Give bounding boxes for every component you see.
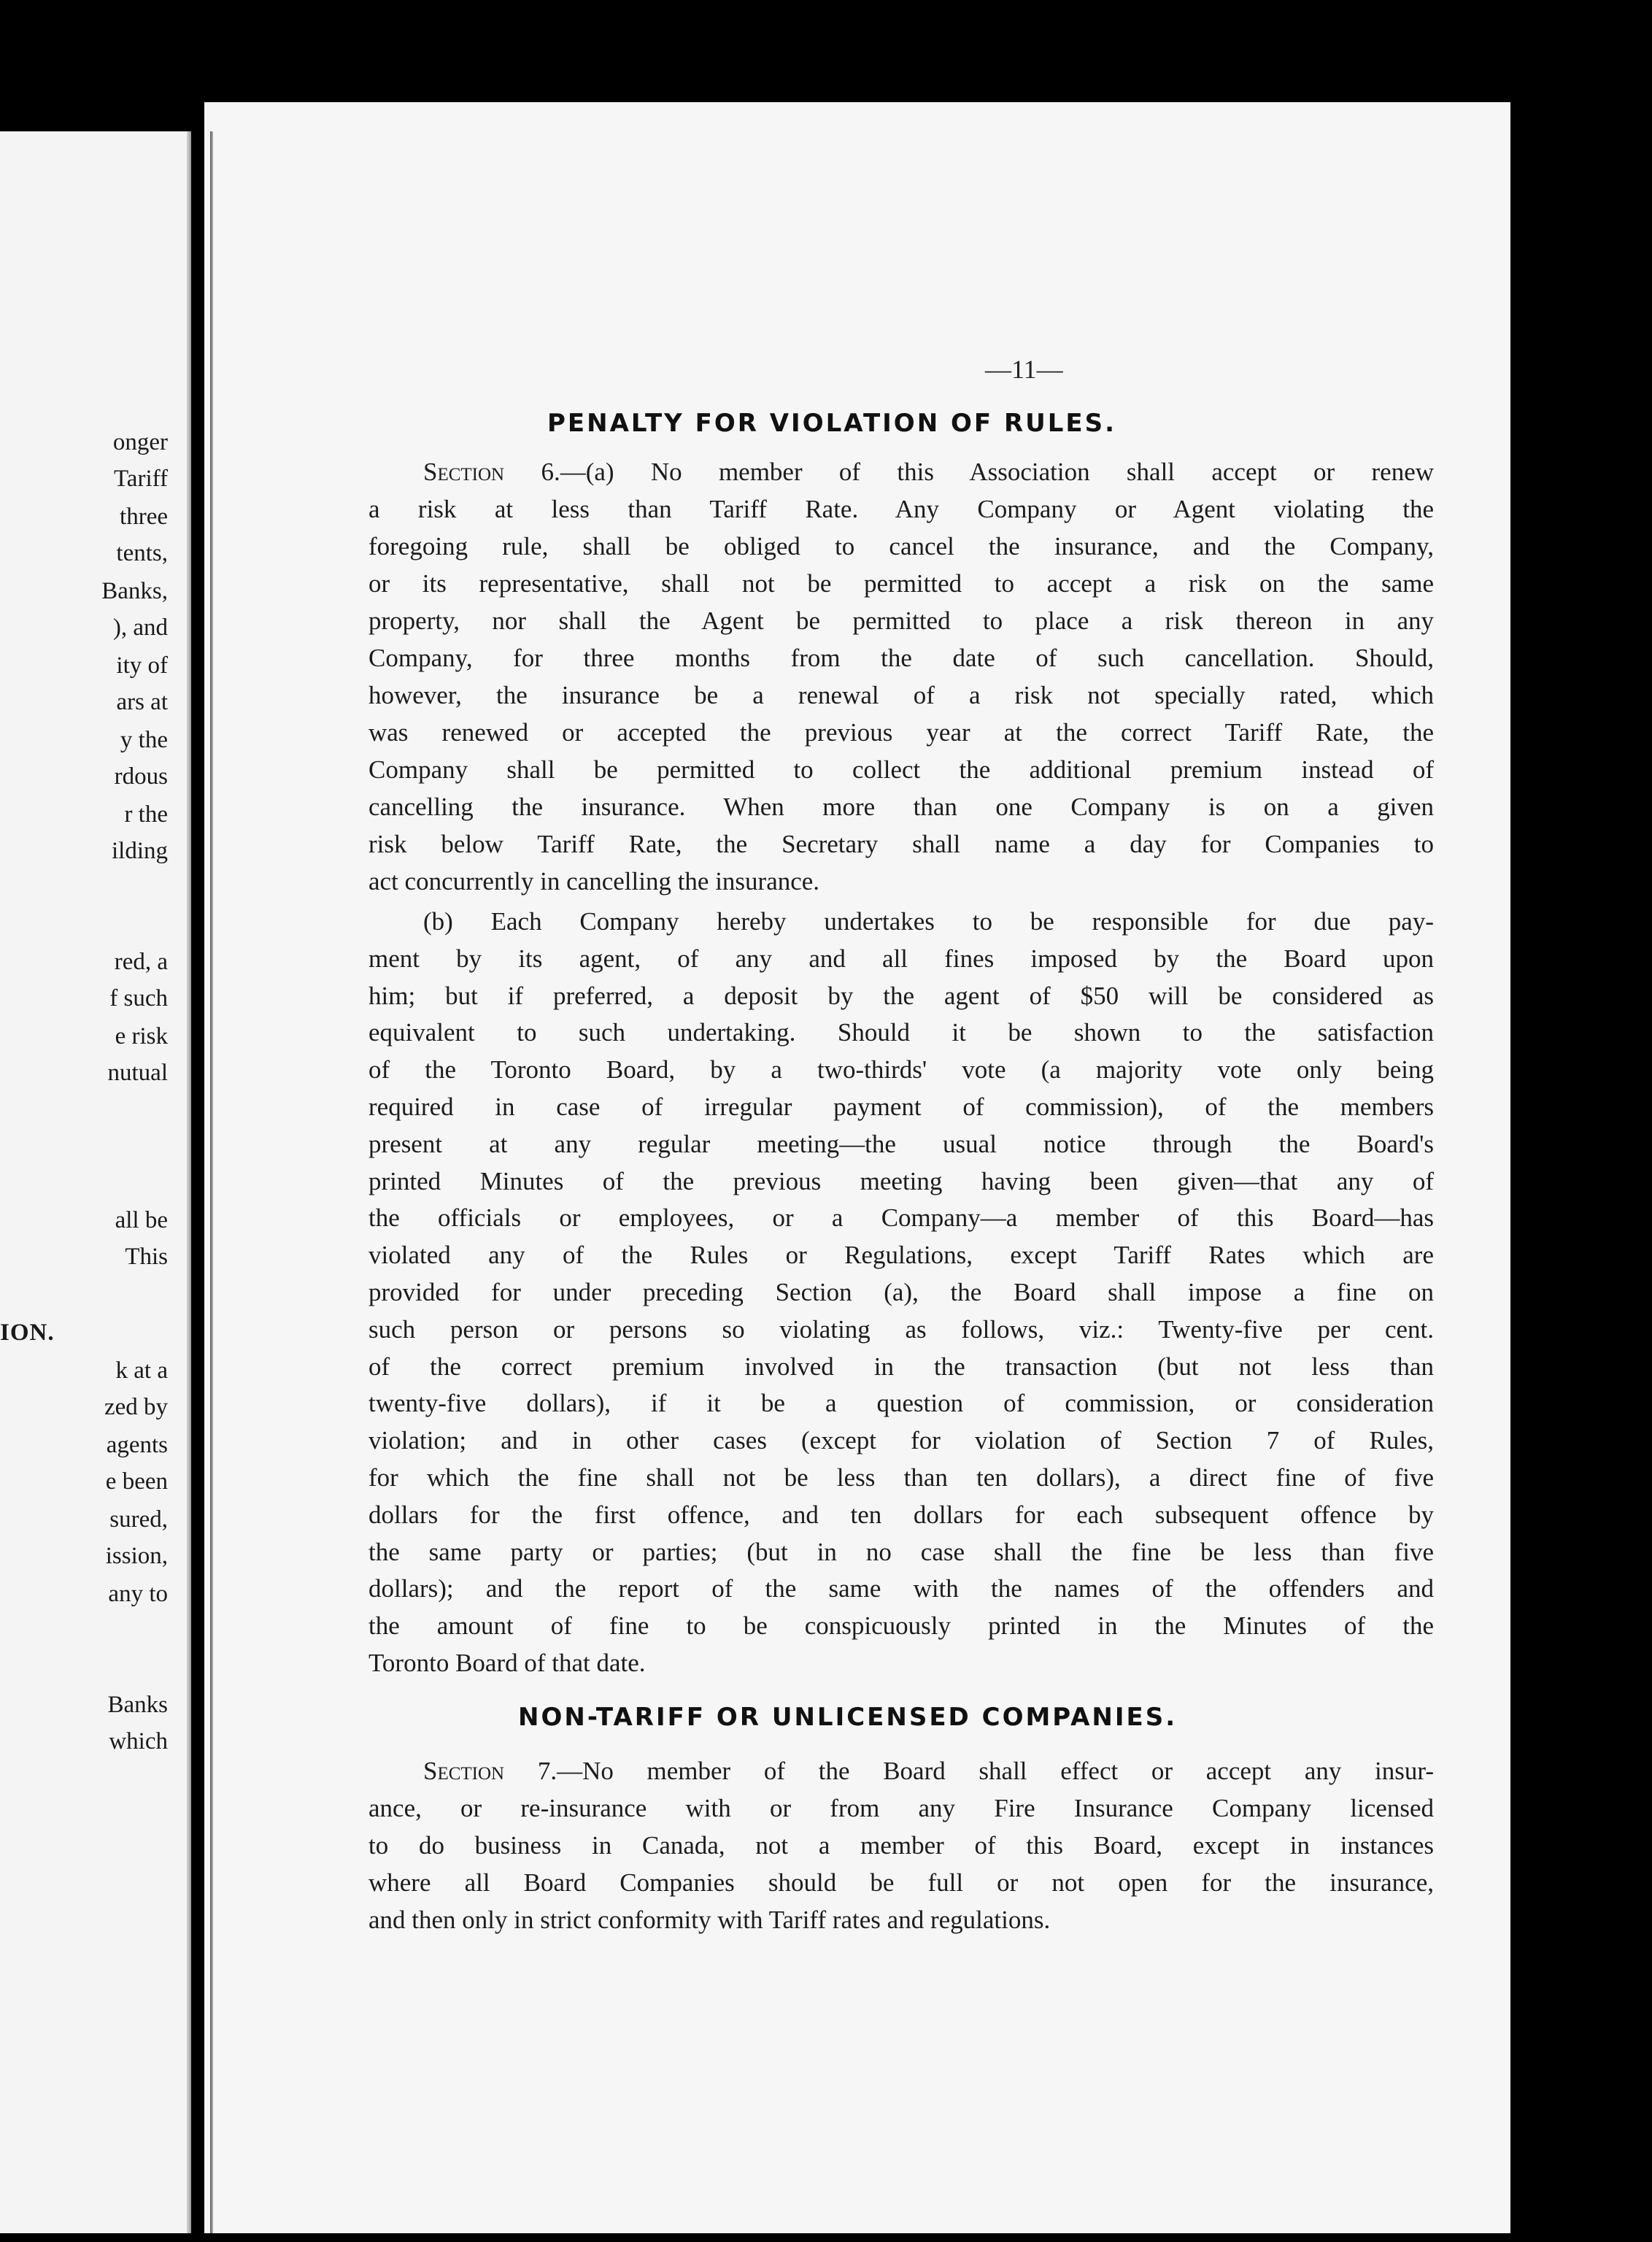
text-line: Company shall be permitted to collect the additional premium instead of — [368, 755, 1434, 784]
text-line: however, the insurance be a renewal of a risk not specially rated, which — [368, 681, 1434, 709]
text-line: or its representative, shall not be permitted to accept a risk on the same — [368, 569, 1434, 598]
text-line: cancelling the insurance. When more than one Company is on a given — [368, 793, 1434, 821]
text-line: equivalent to such undertaking. Should it be shown to the satisfaction — [368, 1018, 1434, 1047]
left-page-line: tents, — [116, 540, 168, 566]
text-line: violation; and in other cases (except for violation of Section 7 of Rules, — [368, 1426, 1434, 1455]
left-page-edge — [187, 131, 191, 2233]
text-line: him; but if preferred, a deposit by the agent of $50 will be considered as — [368, 981, 1434, 1010]
left-page-line: k at a — [115, 1357, 168, 1384]
text-line: (b) Each Company hereby undertakes to be responsible for due pay- — [423, 907, 1434, 936]
left-page-line: r the — [124, 801, 168, 828]
text-line: was renewed or accepted the previous year at the correct Tariff Rate, the — [368, 718, 1434, 747]
left-page-line: sured, — [109, 1506, 168, 1533]
text-line: Section 6.—(a) No member of this Association shall accept or renew — [423, 458, 1434, 486]
left-page-line: zed by — [104, 1394, 168, 1420]
text-line: of the correct premium involved in the transaction (but not less than — [368, 1352, 1434, 1381]
text-line: present at any regular meeting—the usual notice through the Board's — [368, 1129, 1434, 1158]
text-line: dollars for the first offence, and ten dollars for each subsequent offence by — [368, 1500, 1434, 1529]
text-line: act concurrently in cancelling the insurance. — [368, 867, 820, 895]
left-page-line: This — [125, 1244, 168, 1270]
text-line: ance, or re-insurance with or from any Fire Insurance Company licensed — [368, 1794, 1434, 1822]
text-line: Company, for three months from the date of such cancellation. Should, — [368, 644, 1434, 672]
left-page-fragment — [0, 131, 191, 2233]
left-page-line: onger — [112, 429, 168, 455]
left-page-line: agents — [106, 1432, 168, 1458]
text-line: property, nor shall the Agent be permitted to place a risk thereon in any — [368, 606, 1434, 635]
heading-penalty-for-violation: PENALTY FOR VIOLATION OF RULES. — [547, 409, 1117, 438]
text-line: of the Toronto Board, by a two-thirds' vote (a majority vote only being — [368, 1055, 1434, 1085]
left-page-line: e risk — [115, 1023, 168, 1049]
left-page-line: ars at — [116, 689, 168, 715]
left-page-line: y the — [120, 727, 168, 753]
text-line: provided for under preceding Section (a), the Board shall impose a fine on — [368, 1278, 1434, 1306]
text-line: dollars); and the report of the same with the names of the offenders and — [368, 1574, 1434, 1603]
heading-non-tariff-companies: NON-TARIFF OR UNLICENSED COMPANIES. — [518, 1703, 1178, 1732]
text-line: violated any of the Rules or Regulations, except Tariff Rates which are — [368, 1241, 1434, 1270]
left-page-line: red, a — [114, 949, 168, 975]
left-page-line: Tariff — [113, 466, 168, 492]
binding-gutter — [210, 131, 213, 2233]
left-page-line: f such — [109, 985, 168, 1012]
left-page-line: which — [109, 1728, 168, 1754]
text-line: such person or persons so violating as follows, viz.: Twenty-five per cent. — [368, 1314, 1434, 1344]
left-page-line: ity of — [116, 652, 168, 679]
text-line: the amount of fine to be conspicuously printed in the Minutes of the — [368, 1611, 1434, 1641]
left-page-line: all be — [115, 1207, 168, 1233]
text-line: ment by its agent, of any and all fines imposed by the Board upon — [368, 944, 1434, 973]
text-line: the officials or employees, or a Company—a member of this Board—has — [368, 1203, 1434, 1233]
right-page — [204, 102, 1510, 2233]
left-page-line: nutual — [107, 1060, 168, 1086]
text-line: and then only in strict conformity with Tariff rates and regulations. — [368, 1906, 1051, 1934]
text-line: foregoing rule, shall be obliged to cancel the insurance, and the Company, — [368, 532, 1434, 560]
page-number: —11— — [985, 355, 1063, 384]
text-line: a risk at less than Tariff Rate. Any Company or Agent violating the — [368, 495, 1434, 523]
left-page-line: ), and — [112, 615, 168, 641]
left-page-line: Banks — [107, 1692, 168, 1718]
left-page-line: Banks, — [101, 578, 168, 604]
text-line: printed Minutes of the previous meeting having been given—that any of — [368, 1166, 1434, 1195]
text-line: for which the fine shall not be less than ten dollars), a direct fine of five — [368, 1463, 1434, 1492]
left-page-line: ilding — [111, 838, 168, 864]
text-line: twenty-five dollars), if it be a question of commission, or consideration — [368, 1389, 1434, 1418]
left-page-line: ION. — [0, 1320, 55, 1346]
text-line: risk below Tariff Rate, the Secretary shall name a day for Companies to — [368, 830, 1434, 858]
text-line: Toronto Board of that date. — [368, 1649, 646, 1677]
left-page-line: three — [120, 504, 168, 530]
left-page-line: e been — [105, 1468, 168, 1495]
left-page-line: any to — [108, 1581, 168, 1607]
left-page-line: rdous — [114, 763, 168, 790]
text-line: to do business in Canada, not a member of this Board, except in instances — [368, 1831, 1434, 1860]
text-line: Section 7.—No member of the Board shall effect or accept any insur- — [423, 1757, 1434, 1785]
text-line: required in case of irregular payment of commission), of the members — [368, 1093, 1434, 1121]
left-page-line: ission, — [105, 1543, 168, 1569]
text-line: the same party or parties; (but in no case shall the fine be less than five — [368, 1537, 1434, 1566]
text-line: where all Board Companies should be full or not open for the insurance, — [368, 1868, 1434, 1897]
